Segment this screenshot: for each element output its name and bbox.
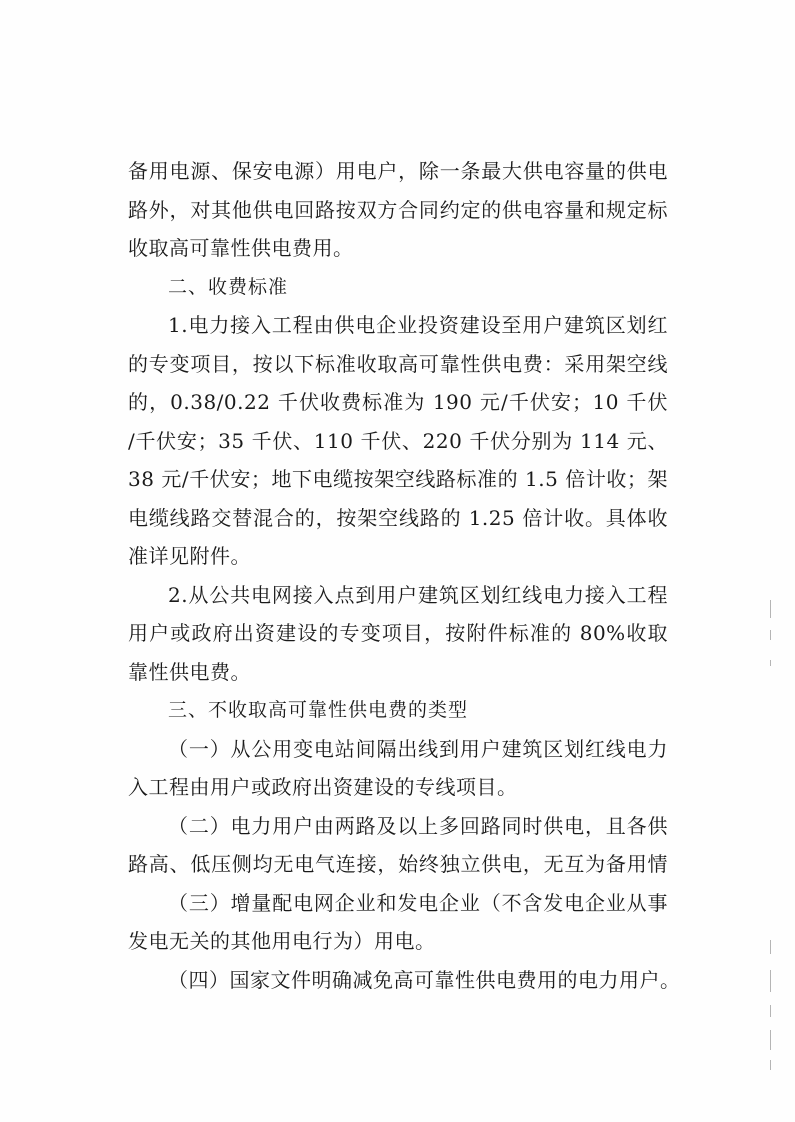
paragraph-line: 入工程由用户或政府出资建设的专线项目。 [128, 775, 518, 799]
paragraph-line: 1.电力接入工程由供电企业投资建设至用户建筑区划红 [168, 313, 668, 337]
paragraph-line: （二）电力用户由两路及以上多回路同时供电，且各供 [168, 813, 668, 838]
paragraph-line: 路高、低压侧均无电气连接，始终独立供电，无互为备用情 [128, 852, 668, 876]
paragraph-line: （四）国家文件明确减免高可靠性供电费用的电力用户。 [168, 967, 681, 992]
paragraph-line: 准详见附件。 [128, 544, 251, 568]
paragraph-line: 2.从公共电网接入点到用户建筑区划红线电力接入工程 [168, 582, 668, 607]
scan-margin-marks [770, 600, 773, 1080]
paragraph-line: 电缆线路交替混合的，按架空线路的 1.25 倍计收。具体收 [128, 505, 668, 530]
paragraph-line: 发电无关的其他用电行为）用电。 [128, 929, 436, 953]
paragraph-line: （三）增量配电网企业和发电企业（不含发电企业从事 [168, 890, 668, 915]
paragraph-line: 的，0.38/0.22 千伏收费标准为 190 元/千伏安；10 千伏 [128, 390, 668, 414]
paragraph-line: /千伏安；35 千伏、110 千伏、220 千伏分别为 114 元、 [128, 428, 668, 453]
paragraph-line: （一）从公用变电站间隔出线到用户建筑区划红线电力 [168, 736, 668, 761]
paragraph-line: 靠性供电费。 [128, 659, 251, 684]
document-body [128, 152, 681, 999]
section-heading-fee-standard: 二、收费标准 [168, 275, 289, 298]
paragraph-line: 38 元/千伏安；地下电缆按架空线路标准的 1.5 倍计收；架 [128, 467, 668, 491]
paragraph-line: 路外，对其他供电回路按双方合同约定的供电容量和规定标 [128, 197, 668, 222]
paragraph-line: 用户或政府出资建设的专变项目，按附件标准的 80%收取 [128, 621, 668, 645]
paragraph-line: 收取高可靠性供电费用。 [128, 236, 354, 260]
paragraph-line: 的专变项目，按以下标准收取高可靠性供电费：采用架空线 [128, 351, 668, 376]
section-heading-exemptions: 三、不收取高可靠性供电费的类型 [168, 699, 469, 721]
paragraph-line: 备用电源、保安电源）用电户，除一条最大供电容量的供电 [128, 159, 668, 183]
